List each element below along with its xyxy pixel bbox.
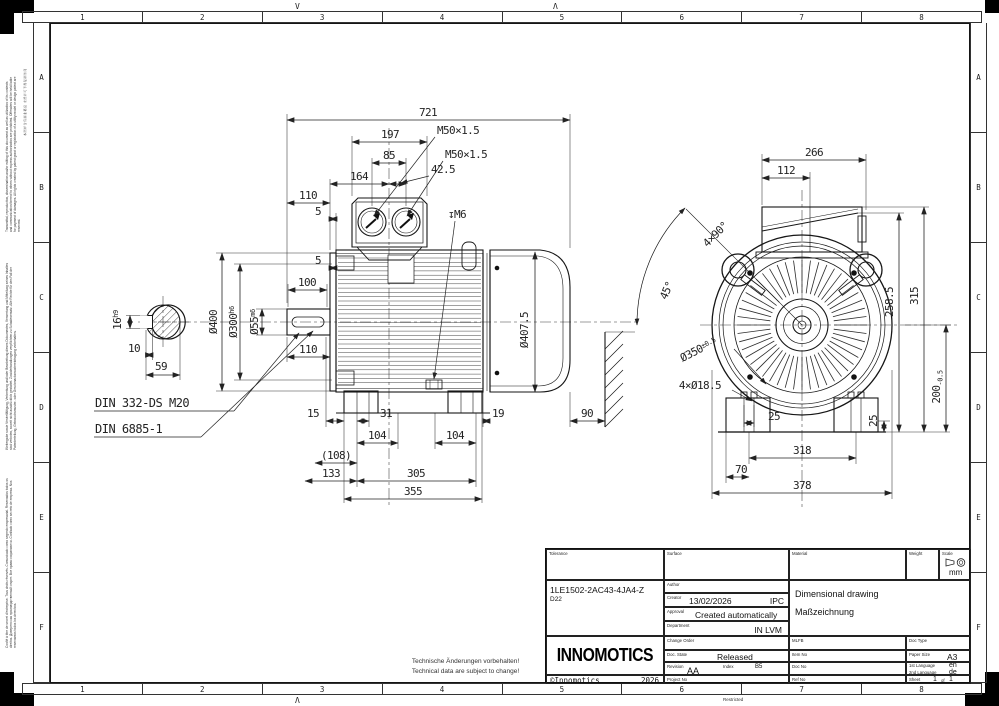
- item-no-label: Item No: [792, 652, 808, 657]
- dim-box-width: 197: [380, 128, 400, 141]
- dim-shaft-length: 110: [298, 343, 318, 356]
- center-mark-top-right: Λ: [553, 2, 558, 11]
- zone-label-3: 3: [263, 12, 383, 22]
- sheet-of-label: of: [941, 678, 945, 683]
- zone-label-B: B: [34, 133, 49, 243]
- lang2-value: de: [949, 668, 957, 675]
- creator-label: Creator: [667, 595, 682, 600]
- zone-label-4: 4: [383, 684, 503, 694]
- zone-label-E: E: [34, 463, 49, 573]
- motor-front-view: [637, 207, 892, 432]
- zone-label-6: 6: [622, 684, 742, 694]
- zone-label-7: 7: [742, 12, 862, 22]
- dim-earth-thread: ↧M6: [448, 208, 467, 221]
- dim-fv-height1: 258.5: [883, 286, 896, 318]
- department-label: Department: [667, 623, 690, 628]
- dim-key-width: $16^{h9}$: [111, 310, 124, 330]
- lang1-value: en: [949, 662, 957, 669]
- dim-fv-box-width: 266: [804, 146, 824, 159]
- dim-fv-eyebolt-pattern: 4×90°: [700, 219, 731, 250]
- part-suffix: D22: [550, 596, 562, 603]
- approval-label: Approval: [667, 609, 684, 614]
- legal-text-cjk: 本图样含有商业秘密 未经许可不得复制传阅: [23, 68, 27, 136]
- author-label: Author: [667, 582, 680, 587]
- dim-wall-clearance: 90: [580, 407, 594, 420]
- zone-label-3: 3: [263, 684, 383, 694]
- dim-key-span: 59: [154, 360, 168, 373]
- zone-label-E: E: [971, 463, 986, 573]
- ref-no-label: Ref No: [792, 677, 806, 682]
- dim-fv-box-half: 112: [776, 164, 796, 177]
- dim-fv-span3: 378: [792, 479, 812, 492]
- dim-seam: 19: [491, 407, 505, 420]
- innomotics-logo: INNOMOTICS: [556, 644, 654, 667]
- zone-label-C: C: [34, 243, 49, 353]
- zone-label-1: 1: [22, 12, 143, 22]
- dim-fv-foot-holes: 4×Ø18.5: [678, 379, 722, 392]
- zone-label-A: A: [971, 23, 986, 133]
- mlfb-label: MLFB: [792, 638, 804, 643]
- dim-shaft-dia: $Ø55^{m6}$: [248, 309, 261, 335]
- dim-gap-top: 5: [314, 205, 322, 218]
- legal-text-de: Weitergabe sowie Vervielfältigung, Verbreitung und/oder Bearbeitung dieses Dokumentes, Verwertung und Mitteilung seines Inhaltes sind verboten, soweit nicht ausdrücklich gestattet. Zuwiderhandlungen verpflichten zu Schadenersatz. Alle Rechte für den Fall der Patenterteilung, Gebrauchsmuster- oder Geschmacksmustereintragung vorbehalten.: [5, 262, 17, 450]
- dim-gland2-thread: M50×1.5: [445, 148, 488, 161]
- dim-box-center: 164: [349, 170, 369, 183]
- zone-label-8: 8: [862, 12, 982, 22]
- center-mark-bottom: Λ: [295, 696, 300, 705]
- dim-base1: 133: [321, 467, 341, 480]
- dim-flange-dia: Ø400: [207, 309, 220, 335]
- shaft-section-detail: [140, 305, 185, 339]
- creator-date: 13/02/2026: [689, 596, 732, 606]
- dim-base3: 355: [403, 485, 423, 498]
- lang1-label: 1st Language: [909, 663, 936, 668]
- note-din-key: DIN 6885-1: [95, 422, 163, 436]
- sheet-no: 1: [933, 676, 937, 683]
- creator-org: IPC: [769, 596, 784, 606]
- sheet-total: 1: [949, 676, 953, 683]
- dim-cowl-dia: Ø407.5: [518, 311, 531, 349]
- legal-text-en: Transmittal, reproduction, dissemination and/or editing of this document as well as utilization of its contents and communication thereof to others without express authorization are prohibited. Offenders will be held liable for payment of damages. All rights created by patent grant or registration of a utility model or design patent are reserved.: [5, 76, 21, 232]
- extension-lines: [126, 114, 951, 503]
- zone-label-F: F: [34, 573, 49, 683]
- dim-hole2: 104: [445, 429, 465, 442]
- dim-gland-offset: 42.5: [430, 163, 456, 176]
- revision-value: AA: [687, 666, 700, 675]
- copyright-year: 2026: [640, 676, 659, 684]
- zone-label-F: F: [971, 573, 986, 683]
- dim-shaft-ext: 110: [298, 189, 318, 202]
- restricted-label: Restricted: [723, 697, 744, 702]
- doc-state-label: Doc. State: [667, 652, 688, 657]
- dim-fv-angle: 45°: [657, 279, 677, 302]
- tolerance-label: Tolerance: [549, 551, 568, 556]
- projection-symbol-icon: [945, 558, 967, 567]
- zone-label-1: 1: [22, 684, 143, 694]
- doc-type-label: Doc Type: [909, 638, 928, 643]
- zone-label-2: 2: [143, 684, 263, 694]
- index-label: Index: [723, 664, 734, 669]
- change-note-de: Technische Änderungen vorbehalten!: [411, 658, 520, 665]
- dim-fv-stud-pitch: 25: [768, 410, 781, 423]
- zone-label-5: 5: [503, 12, 623, 22]
- surface-label: Surface: [667, 551, 682, 556]
- sheet-label: Sheet: [909, 677, 921, 682]
- dim-foot-front: 15: [306, 407, 320, 420]
- center-mark-top-left: V: [295, 2, 300, 11]
- dim-hole1: 104: [367, 429, 387, 442]
- part-number: 1LE1502-2AC43-4JA4-Z: [550, 585, 645, 595]
- revision-label: Revision: [667, 664, 684, 669]
- dim-key-length: 100: [297, 276, 317, 289]
- dim-ref108: (108): [320, 449, 352, 462]
- dim-gap-mid: 5: [314, 254, 322, 267]
- zone-label-4: 4: [383, 12, 503, 22]
- zone-label-D: D: [34, 353, 49, 463]
- project-no-label: Project No: [667, 677, 688, 682]
- note-din-center-hole: DIN 332-DS M20: [95, 396, 190, 410]
- motor-side-view: [287, 198, 623, 427]
- weight-label: Weight: [909, 551, 923, 556]
- material-label: Material: [792, 551, 808, 556]
- legal-text-multilang: Confié à titre de secret d'entreprise. Tous droits réservés. Comunicado como segredo empresarial. Reservados todos os direitos. Доверено как производственный секрет. Все права сохраняются. Confiado como secreto de empresa. Nos reservamos todos los derechos.: [5, 478, 17, 648]
- change-order-label: Change Order: [667, 638, 695, 643]
- doc-title-de: Maßzeichnung: [795, 607, 855, 617]
- copyright: ©Innomotics: [550, 676, 600, 684]
- dim-fv-height2: 315: [908, 286, 921, 306]
- zone-label-5: 5: [503, 684, 623, 694]
- dim-fv-span2: 70: [734, 463, 748, 476]
- dim-fv-shaft-height: $200_{-0.5}$: [930, 370, 945, 404]
- zone-label-7: 7: [742, 684, 862, 694]
- dim-fv-spigot-dia: $Ø350^{\pm 0.5}$: [677, 336, 718, 365]
- dim-base2: 305: [406, 467, 426, 480]
- department-value: IN LVM: [754, 625, 782, 635]
- dim-key-depth: 10: [127, 342, 141, 355]
- dim-gland-pitch: 85: [382, 149, 396, 162]
- zone-label-C: C: [971, 243, 986, 353]
- zone-label-6: 6: [622, 12, 742, 22]
- paper-size-value: A3: [947, 652, 958, 662]
- zone-label-2: 2: [143, 12, 263, 22]
- dim-fv-span1: 318: [792, 444, 812, 457]
- dim-gland1-thread: M50×1.5: [437, 124, 480, 137]
- title-block: [545, 548, 970, 683]
- centerlines: [138, 128, 958, 510]
- doc-no-label: Doc No: [792, 664, 807, 669]
- dim-fv-foot-height: 25: [867, 414, 880, 428]
- dim-overall-length: 721: [418, 106, 438, 119]
- zone-label-8: 8: [862, 684, 982, 694]
- zone-label-D: D: [971, 353, 986, 463]
- zone-label-B: B: [971, 133, 986, 243]
- scale-label: Scale: [942, 551, 953, 556]
- zone-label-A: A: [34, 23, 49, 133]
- dim-spigot-dia: $Ø300^{h6}$: [227, 306, 240, 338]
- change-note-en: Technical data are subject to change!: [411, 667, 520, 675]
- change-note: [388, 657, 543, 677]
- paper-size-label: Paper Size: [909, 652, 931, 657]
- index-value: B5: [755, 664, 763, 670]
- doc-state-value: Released: [717, 652, 753, 662]
- lang2-label: 2nd Language: [909, 669, 937, 675]
- scale-unit: mm: [949, 568, 963, 577]
- dim-stud-offset: 31: [379, 407, 393, 420]
- approval-value: Created automatically: [695, 610, 778, 620]
- doc-title-en: Dimensional drawing: [795, 589, 879, 599]
